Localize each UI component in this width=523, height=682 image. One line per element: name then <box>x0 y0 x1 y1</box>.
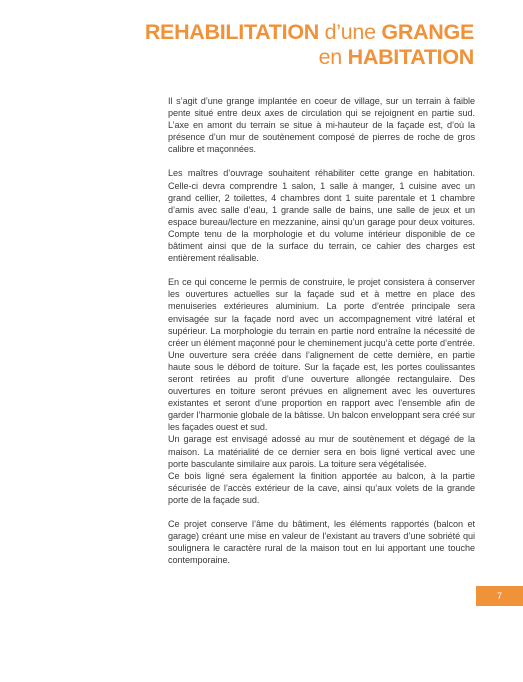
paragraph-conclusion: Ce projet conserve l’âme du bâtiment, les éléments rapportés (balcon et garage) créant une mise en valeur de l’existant au travers d’une sobriété qui soulignera le caractère rural de la maison tout en lui apportant une touche contemporaine. <box>168 519 475 566</box>
paragraph-intro: Il s’agit d’une grange implantée en coeur de village, sur un terrain à faible pente situé entre deux axes de circulation qui se rejoignent en partie sud. L’axe en amont du terrain se situe à mi-hauteur de la façade est, d’où la présence d’un mur de soutènement composé de pierres de roche de gros calibre et maçonnées. <box>168 96 475 155</box>
paragraph-garage: Un garage est envisagé adossé au mur de soutènement et dégagé de la maison. La matérialité de ce dernier sera en bois ligné vertical avec une porte basculante similaire aux parois. La toiture sera végétalisée. <box>168 434 475 469</box>
title-word-habitation: HABITATION <box>347 45 474 69</box>
title-word-grange: GRANGE <box>381 20 474 44</box>
title-word-en: en <box>318 45 348 69</box>
page-number: 7 <box>496 591 502 601</box>
page-title <box>145 20 474 70</box>
title-word-dune: d’une <box>318 20 382 44</box>
paragraph-wood-finish: Ce bois ligné sera également la finition apportée au balcon, à la partie sécurisée de l’accès extérieur de la cave, ainsi qu’aux volets de la grande porte de la façade sud. <box>168 470 475 505</box>
paragraph-program: Les maîtres d’ouvrage souhaitent réhabiliter cette grange en habitation. Celle-ci devra comprendre 1 salon, 1 salle à manger, 1 cuisine avec un grand cellier, 2 toilettes, 4 chambres dont 1 suite parentale et 1 chambre d’amis avec salle d’eau, 1 grande salle de bains, une salle de jeux et un espace bureau/lecture en mezzanine, ainsi qu’un garage pour deux voitures. Compte tenu de la morphologie et du volume intérieur disponible de ce bâtiment ainsi que de la surface du terrain, ce cahier des charges est entièrement réalisable. <box>168 168 475 264</box>
body-text <box>168 95 475 566</box>
title-word-rehabilitation: REHABILITATION <box>144 20 319 44</box>
page-number-badge <box>476 586 523 606</box>
paragraph-permit: En ce qui concerne le permis de construire, le projet consistera à conserver les ouvertures actuelles sur la façade sud et à mettre en place des menuiseries extérieures aluminium. La porte d’entrée principale sera envisagée sur la façade nord avec un accompagnement vitré latéral et supérieur. La morphologie du terrain en partie nord entraîne la nécessité de créer un élément maçonné pour le cheminement jucqu’à cette porte d’entrée. Une ouverture sera créée dans l’alignement de cette dernière, en partie haute sous le débord de toiture. Sur la façade est, les portes coulissantes seront retirées au profit d’une ouverture allongée rectangulaire. Des ouvertures en toiture seront prévues en alignement avec les ouvertures existantes et seront d’une proportion en rapport avec l’ensemble afin de garder l’harmonie globale de la bâtisse. Un balcon enveloppant sera créé sur les façades ouest et sud. <box>168 277 475 433</box>
title-line-1 <box>145 20 474 45</box>
title-line-2 <box>145 45 474 70</box>
